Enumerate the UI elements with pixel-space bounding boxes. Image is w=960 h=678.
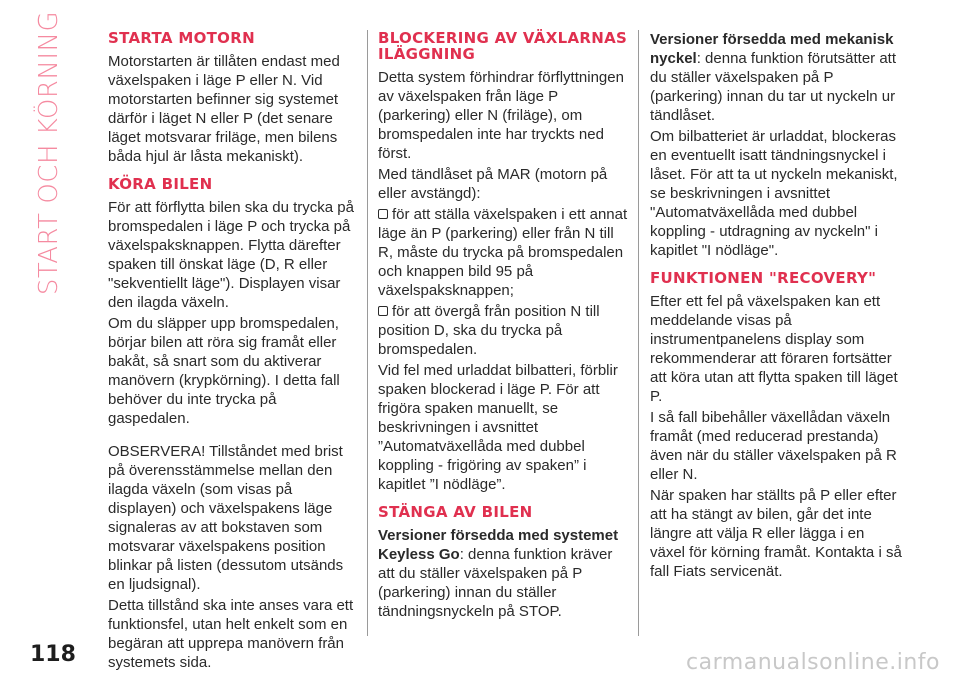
heading-stanga-av-bilen: STÄNGA AV BILEN	[378, 503, 533, 521]
section-side-title-text: START OCH KÖRNING	[34, 10, 64, 296]
heading-recovery: FUNKTIONEN "RECOVERY"	[650, 269, 877, 287]
paragraph: I så fall bibehåller växellådan växeln framåt (med reducerad prestanda) även när du ställer växelspaken på R eller N.	[650, 409, 897, 483]
paragraph-text: : denna funktion kräver att du ställer växelspaken på P (parkering) innan du ställer tändningsnyckeln på STOP.	[378, 546, 613, 620]
column-3	[650, 30, 902, 583]
paragraph: Motorstarten är tillåten endast med växelspaken i läge P eller N. Vid motorstarten befinner sig systemet därför i läget N eller P (det senare läget motsvarar friläge, men bilens båda hjul är låsta mekaniskt).	[108, 53, 340, 165]
checkbox-bullet-icon	[378, 209, 388, 219]
bullet-item	[378, 205, 630, 300]
column-divider-2	[638, 30, 639, 636]
bold-lead: Versioner försedda med mekanisk nyckel	[650, 31, 894, 67]
heading-blockering: BLOCKERING AV VÄXLARNAS ILÄGGNING	[378, 29, 628, 63]
paragraph: Om bilbatteriet är urladdat, blockeras en eventuellt isatt tändningsnyckel i låset. För att ta ut nyckeln mekaniskt, se beskrivningen i avsnittet "Automatväxellåda med dubbel koppling - utdragning av nyckeln" i kapitlet "I nödläge".	[650, 128, 898, 259]
paragraph-text: : denna funktion förutsätter att du ställer växelspaken på P (parkering) innan du tar ut nyckeln ur tändlåset.	[650, 50, 896, 124]
column-1	[108, 30, 358, 674]
checkbox-bullet-icon	[378, 306, 388, 316]
paragraph: Detta system förhindrar förflyttningen av växelspaken från läge P (parkering) eller N (friläge), om bromspedalen inte har tryckts ned först.	[378, 69, 624, 162]
bullet-text: för att ställa växelspaken i ett annat läge än P (parkering) eller från N till R, måste du trycka på bromspedalen och knappen bild 95 på växelspaksknappen;	[378, 206, 628, 299]
bold-lead: Versioner försedda med systemet Keyless Go	[378, 527, 619, 563]
paragraph: När spaken har ställts på P eller efter att ha stängt av bilen, går det inte längre att välja R eller lägga i en växel för körning framåt. Kontakta i så fall Fiats servicenät.	[650, 487, 902, 580]
bullet-text: för att övergå från position N till position D, ska du trycka på bromspedalen.	[378, 303, 600, 358]
column-divider-1	[367, 30, 368, 636]
section-side-title	[18, 10, 80, 296]
page-number: 118	[30, 642, 76, 667]
paragraph: Efter ett fel på växelspaken kan ett meddelande visas på instrumentpanelens display som rekommenderar att föraren fortsätter att köra utan att flytta spaken till läget P.	[650, 293, 898, 405]
paragraph: Om du släpper upp bromspedalen, börjar bilen att röra sig framåt eller bakåt, så snart som du aktiverar manövern (krypkörning). I detta fall behöver du inte trycka på gaspedalen.	[108, 315, 340, 427]
paragraph	[650, 30, 902, 125]
paragraph: Med tändlåset på MAR (motorn på eller avstängd):	[378, 166, 608, 202]
paragraph: Vid fel med urladdat bilbatteri, förblir spaken blockerad i läge P. För att frigöra spaken manuellt, se beskrivningen i avsnittet ”Automatväxellåda med dubbel koppling - frigöring av spaken” i kapitlet ”I nödläge”.	[378, 362, 618, 493]
watermark: carmanualsonline.info	[686, 650, 940, 675]
paragraph: Detta tillstånd ska inte anses vara ett funktionsfel, utan helt enkelt som en begäran att upprepa manövern från systemets sida.	[108, 597, 354, 671]
column-2	[378, 30, 630, 623]
spacer	[108, 430, 358, 442]
paragraph	[378, 526, 630, 621]
heading-kora-bilen: KÖRA BILEN	[108, 175, 213, 193]
heading-starta-motorn: STARTA MOTORN	[108, 29, 255, 47]
bullet-item	[378, 302, 630, 359]
paragraph-observera: OBSERVERA! Tillståndet med brist på överensstämmelse mellan den ilagda växeln (som visas på displayen) och växelspakens läge signaleras av att bokstaven som motsvarar växelspakens position blinkar på listen (dessutom utsänds en ljudsignal).	[108, 443, 344, 593]
paragraph: För att förflytta bilen ska du trycka på bromspedalen i läge P och trycka på växelspaksknappen. Flytta därefter spaken till önskat läge (D, R eller "sekventiellt läge"). Displayen visar den ilagda växeln.	[108, 199, 354, 311]
